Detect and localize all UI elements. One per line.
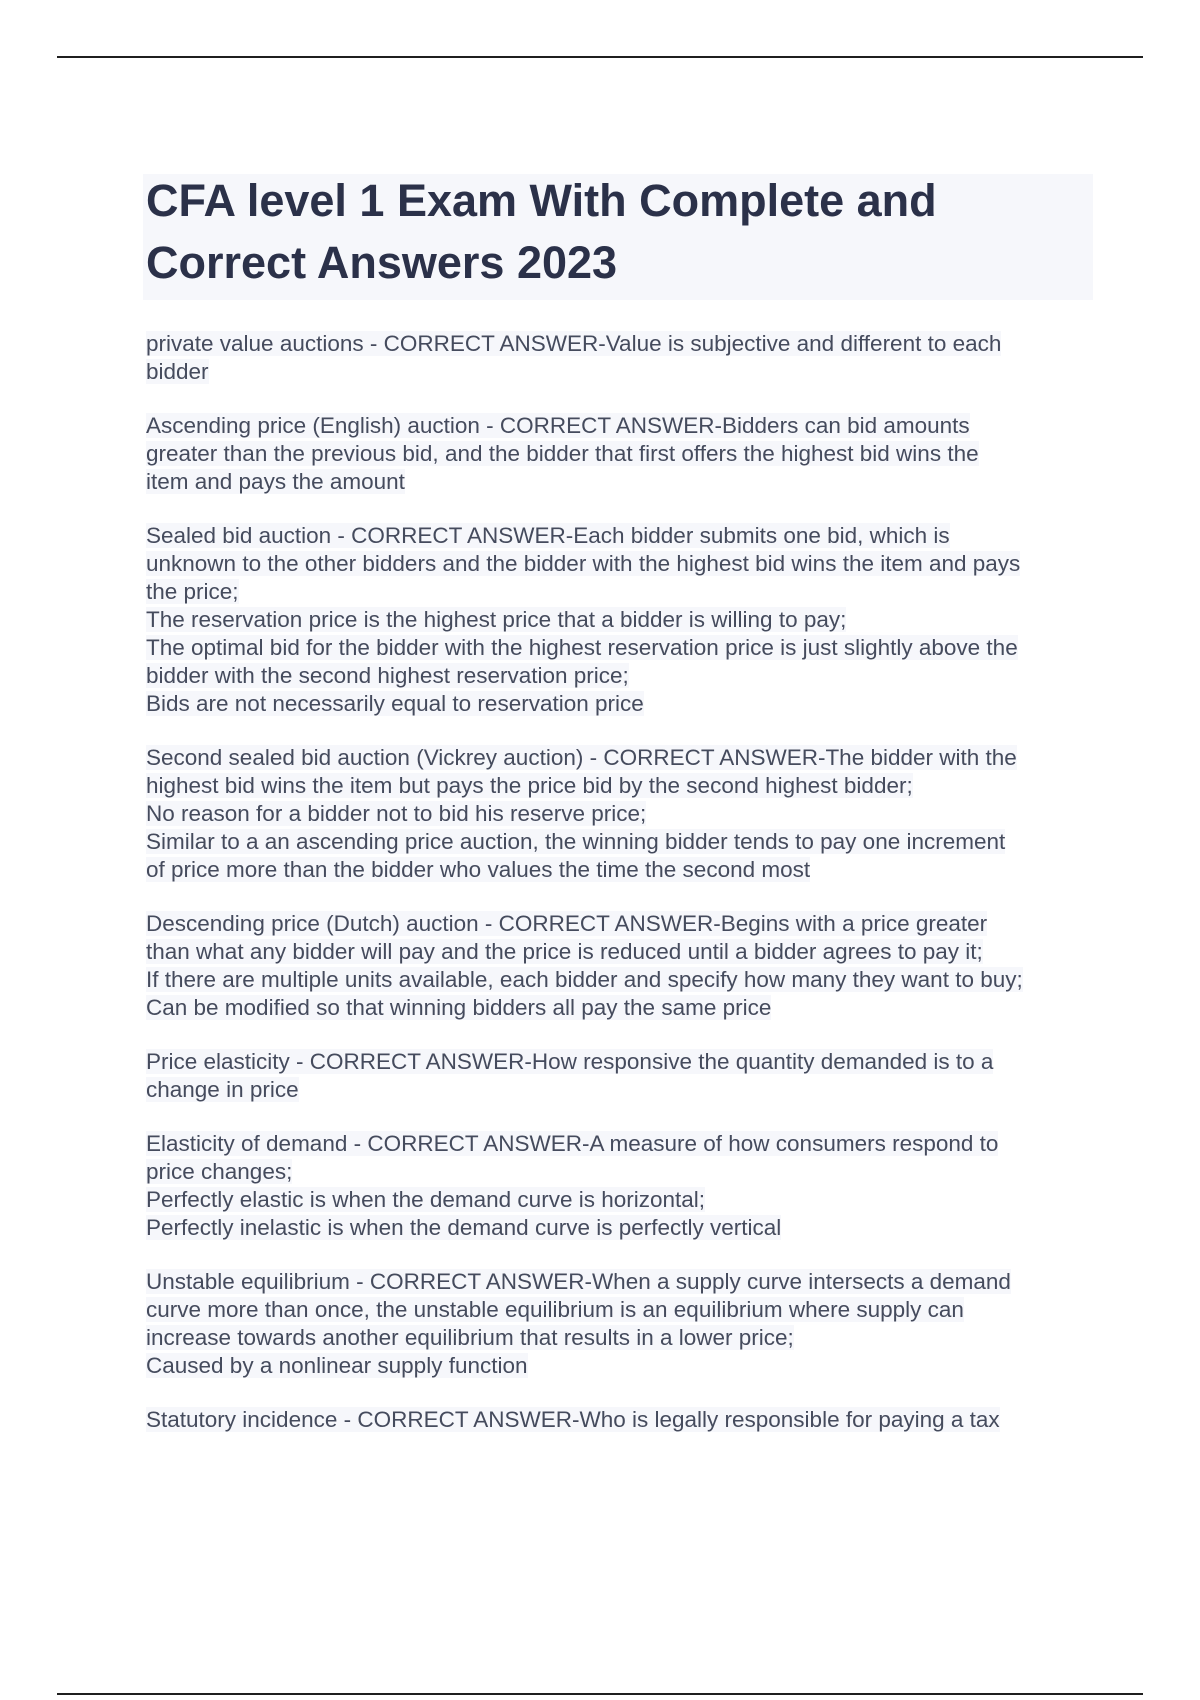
qa-list — [146, 330, 1096, 1460]
qa-line-text: increase towards another equilibrium that results in a lower price; — [146, 1325, 794, 1350]
qa-line-text: than what any bidder will pay and the price is reduced until a bidder agrees to pay it; — [146, 939, 983, 964]
qa-line — [146, 772, 1096, 800]
qa-line-text: The optimal bid for the bidder with the highest reservation price is just slightly above the — [146, 635, 1018, 660]
qa-line-text: Statutory incidence - CORRECT ANSWER-Who is legally responsible for paying a tax — [146, 1407, 1000, 1432]
qa-line — [146, 1048, 1096, 1076]
qa-line — [146, 550, 1096, 578]
qa-entry — [146, 1268, 1096, 1380]
qa-line-text: Caused by a nonlinear supply function — [146, 1353, 528, 1378]
qa-line — [146, 1268, 1096, 1296]
qa-line-text: of price more than the bidder who values the time the second most — [146, 857, 811, 882]
qa-line-text: bidder with the second highest reservation price; — [146, 663, 629, 688]
qa-line-text: greater than the previous bid, and the bidder that first offers the highest bid wins the — [146, 441, 979, 466]
qa-line-text: Sealed bid auction - CORRECT ANSWER-Each bidder submits one bid, which is — [146, 523, 950, 548]
qa-line — [146, 578, 1096, 606]
top-rule — [57, 56, 1143, 58]
qa-line — [146, 966, 1096, 994]
qa-line-text: If there are multiple units available, each bidder and specify how many they want to buy; — [146, 967, 1023, 992]
qa-entry — [146, 522, 1096, 718]
qa-line — [146, 1296, 1096, 1324]
qa-line — [146, 606, 1096, 634]
title-line-1: CFA level 1 Exam With Complete and — [146, 175, 937, 226]
qa-line — [146, 358, 1096, 386]
qa-line-text: private value auctions - CORRECT ANSWER-Value is subjective and different to each — [146, 331, 1002, 356]
qa-entry — [146, 910, 1096, 1022]
qa-entry — [146, 1406, 1096, 1434]
qa-line-text: Can be modified so that winning bidders all pay the same price — [146, 995, 772, 1020]
qa-line — [146, 690, 1096, 718]
qa-line-text: highest bid wins the item but pays the price bid by the second highest bidder; — [146, 773, 913, 798]
qa-line — [146, 1130, 1096, 1158]
qa-line-text: item and pays the amount — [146, 469, 405, 494]
qa-line — [146, 330, 1096, 358]
qa-line-text: Price elasticity - CORRECT ANSWER-How responsive the quantity demanded is to a — [146, 1049, 994, 1074]
qa-entry — [146, 744, 1096, 884]
qa-line — [146, 662, 1096, 690]
title-line-2: Correct Answers 2023 — [146, 237, 618, 288]
qa-line — [146, 938, 1096, 966]
qa-line — [146, 1352, 1096, 1380]
qa-line — [146, 440, 1096, 468]
qa-line — [146, 1158, 1096, 1186]
qa-line — [146, 828, 1096, 856]
qa-line — [146, 910, 1096, 938]
qa-line — [146, 634, 1096, 662]
qa-line-text: Perfectly inelastic is when the demand curve is perfectly vertical — [146, 1215, 782, 1240]
qa-line-text: unknown to the other bidders and the bidder with the highest bid wins the item and pays — [146, 551, 1021, 576]
qa-line — [146, 800, 1096, 828]
qa-line-text: Ascending price (English) auction - CORRECT ANSWER-Bidders can bid amounts — [146, 413, 970, 438]
qa-entry — [146, 1130, 1096, 1242]
qa-line-text: Perfectly elastic is when the demand curve is horizontal; — [146, 1187, 706, 1212]
qa-line-text: Similar to a an ascending price auction, the winning bidder tends to pay one increment — [146, 829, 1006, 854]
qa-line-text: No reason for a bidder not to bid his reserve price; — [146, 801, 647, 826]
qa-line-text: Elasticity of demand - CORRECT ANSWER-A measure of how consumers respond to — [146, 1131, 999, 1156]
qa-line-text: bidder — [146, 359, 209, 384]
qa-entry — [146, 412, 1096, 496]
qa-line — [146, 1186, 1096, 1214]
qa-line-text: Second sealed bid auction (Vickrey auction) - CORRECT ANSWER-The bidder with the — [146, 745, 1017, 770]
qa-line — [146, 744, 1096, 772]
qa-line-text: Descending price (Dutch) auction - CORRECT ANSWER-Begins with a price greater — [146, 911, 988, 936]
qa-line-text: curve more than once, the unstable equilibrium is an equilibrium where supply can — [146, 1297, 964, 1322]
qa-line — [146, 1214, 1096, 1242]
qa-line — [146, 1406, 1096, 1434]
qa-entry — [146, 330, 1096, 386]
document-title — [146, 170, 1086, 294]
qa-line-text: Bids are not necessarily equal to reservation price — [146, 691, 644, 716]
qa-line — [146, 412, 1096, 440]
qa-line-text: Unstable equilibrium - CORRECT ANSWER-When a supply curve intersects a demand — [146, 1269, 1011, 1294]
qa-line — [146, 522, 1096, 550]
qa-entry — [146, 1048, 1096, 1104]
bottom-rule — [57, 1693, 1143, 1695]
qa-line-text: price changes; — [146, 1159, 293, 1184]
qa-line — [146, 1324, 1096, 1352]
qa-line — [146, 1076, 1096, 1104]
qa-line-text: change in price — [146, 1077, 299, 1102]
qa-line-text: the price; — [146, 579, 239, 604]
qa-line — [146, 994, 1096, 1022]
qa-line-text: The reservation price is the highest price that a bidder is willing to pay; — [146, 607, 847, 632]
qa-line — [146, 856, 1096, 884]
qa-line — [146, 468, 1096, 496]
